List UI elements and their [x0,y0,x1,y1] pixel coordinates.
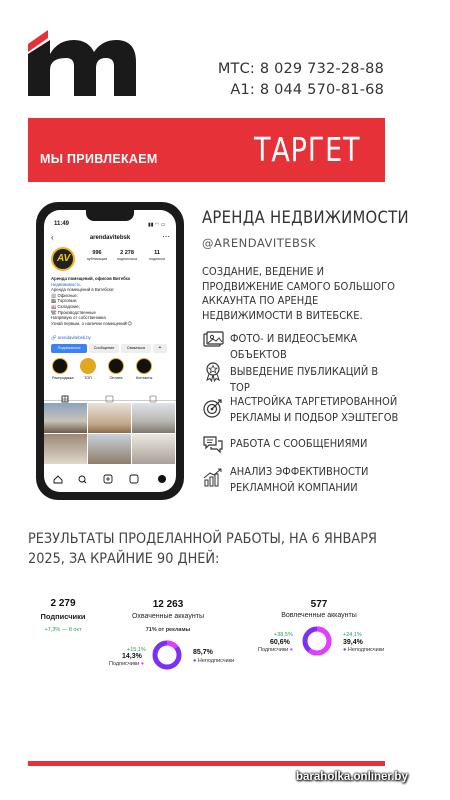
engaged-right-label: ● Неподписчики [343,647,385,653]
status-icons: ▮▮ ◠ ▭ [148,222,166,228]
bio-line: 🏗 Производственные [51,309,96,315]
engaged-right-label-text: Неподписчики [347,647,385,653]
bottom-nav [44,471,176,485]
bio-name: Аренда помещений, офисов Витебск [51,276,131,281]
bio-line: 🏬 Торговые; [51,298,78,304]
reach-label: Охваченные аккаунты [132,613,204,620]
bio-line: 🏢 Офисные; [51,292,79,298]
account-handle[interactable]: @ARENDAVITEBSK [202,236,317,250]
red-banner [28,118,385,182]
contact-a1[interactable]: А1: 8 044 570-81-68 [230,82,384,98]
highlight-payment[interactable] [108,358,124,380]
post-thumb[interactable] [132,434,175,464]
highlight-contacts[interactable] [136,358,152,380]
bio-line: Напрямую от собственника [51,315,106,321]
reach-value: 12 263 [152,599,184,610]
banner-title: ТАРГЕТ [254,130,361,169]
reach-right-label-text: Неподписчики [197,658,235,664]
reach-left-pct: 14,3% [122,653,142,660]
company-logo [28,30,136,96]
feature-text: НАСТРОЙКА ТАРГЕТИРОВАННОЙ РЕКЛАМЫ И ПОДБОР ХЭШТЕГОВ [230,395,399,424]
post-thumb[interactable] [88,434,131,464]
stat-followers-label: подписчика [116,257,138,261]
follow-button[interactable]: Подписаться [51,344,87,353]
add-post-icon[interactable] [104,475,112,483]
feature-text: АНАЛИЗ ЭФФЕКТИВНОСТИ РЕКЛАМНОЙ КОМПАНИИ [230,465,369,494]
analytics-icon [202,466,224,488]
bio-category: Недвижимость [51,281,81,287]
engaged-left-label-text: Подписчики [258,647,289,653]
highlight-label: Контакты [136,376,153,380]
reach-sub: 71% от рекламы [145,627,191,633]
followers-value: 2 279 [50,598,76,609]
engaged-right-pct: 39,4% [343,639,363,646]
bottom-red-line [28,761,385,766]
profile-icon[interactable] [158,475,166,483]
followers-change: +7,3% — 8 окт [44,627,82,633]
reach-right-label: ● Неподписчики [193,658,235,664]
stat-followers-value: 2 278 [120,250,134,256]
engaged-left-label: Подписчики ● [258,647,294,653]
message-button[interactable]: Сообщение [89,344,119,353]
stat-following-label: подписки [148,257,166,261]
engaged-left-pct: 60,6% [270,639,290,646]
bio-line: 🏭 Складские; [51,303,80,309]
contact-mts[interactable]: МТС: 8 029 732-28-88 [217,61,384,77]
add-user-icon[interactable]: + [153,344,167,353]
highlight-label: Оплата [109,376,123,380]
reach-right-pct: 85,7% [193,649,213,656]
description: СОЗДАНИЕ, ВЕДЕНИЕ И ПРОДВИЖЕНИЕ САМОГО БОЛЬШОГО АККАУНТА ПО АРЕНДЕ НЕДВИЖИМОСТИ В ВИТЕБСКЕ. [202,265,395,322]
section-title: АРЕНДА НЕДВИЖИМОСТИ [202,208,409,227]
highlight-label: ТОП [84,376,92,380]
chat-icon [202,433,224,455]
profile-bio [51,276,171,326]
engaged-right-change: +24,1% [343,632,362,638]
phone-notch [86,210,134,221]
feature-text: ВЫВЕДЕНИЕ ПУБЛИКАЦИЙ В ТОР [230,365,379,394]
highlight-circle [136,358,152,374]
followers-label: Подписчики [40,612,86,621]
profile-avatar[interactable] [51,247,75,271]
search-icon[interactable] [79,476,86,483]
highlight-label: Распродажа [52,376,74,380]
post-thumb[interactable] [44,403,87,433]
watermark: baraholka.onliner.by [296,771,408,783]
back-arrow-icon[interactable]: ‹ [51,233,54,242]
stat-posts[interactable] [84,250,110,261]
banner-subtitle: МЫ ПРИВЛЕКАЕМ [40,152,158,166]
results-heading: РЕЗУЛЬТАТЫ ПРОДЕЛАННОЙ РАБОТЫ, НА 6 ЯНВАРЯ 2025, ЗА КРАЙНИЕ 90 ДНЕЙ: [28,531,377,567]
profile-link[interactable]: 🔗 arendavitebsk.by [51,335,91,340]
award-icon [202,360,224,382]
feature-text: РАБОТА С СООБЩЕНИЯМИ [230,437,368,450]
stat-following[interactable] [144,250,170,261]
more-icon[interactable]: ⋯ [162,232,170,241]
engaged-value: 577 [310,599,328,610]
reach-donut [151,639,183,671]
contact-button[interactable]: Связаться [121,344,151,353]
stat-posts-label: публикации [86,257,108,261]
phone-mockup [36,202,184,500]
stat-following-value: 11 [154,250,160,256]
target-icon [202,397,224,419]
post-thumb[interactable] [132,403,175,433]
reach-left-label: Подписчики ● [109,661,145,667]
reach-left-change: +15,1% [127,647,146,653]
stat-followers[interactable] [114,250,140,261]
stat-posts-value: 996 [92,250,102,256]
post-thumb[interactable] [44,434,87,464]
phone-screen [44,210,176,492]
profile-tabs [44,391,176,401]
post-thumb[interactable] [88,403,131,433]
reach-left-label-text: Подписчики [109,661,140,667]
reels-icon[interactable] [130,475,138,483]
highlight-circle [52,358,68,374]
avatar-text: AV [57,253,71,264]
post-grid [44,403,176,465]
bio-line: Аренда помещений в Витебске: [51,287,115,293]
highlight-sale[interactable] [52,358,74,380]
feature-text: ФОТО- И ВИДЕОСЪЕМКА ОБЪЕКТОВ [230,332,358,361]
status-time: 11:49 [54,221,70,227]
highlight-circle [80,358,96,374]
photo-icon [202,329,224,351]
highlight-top[interactable] [80,358,96,380]
profile-username: arendavitebsk [89,235,131,241]
engaged-label: Вовлеченные аккаунты [281,612,357,619]
bio-line: Узнай первым, о наличии помещений!😉 [51,320,132,326]
highlight-circle [108,358,124,374]
engaged-left-change: +38,5% [274,632,293,638]
home-icon[interactable] [54,476,62,483]
engaged-donut [301,625,333,657]
